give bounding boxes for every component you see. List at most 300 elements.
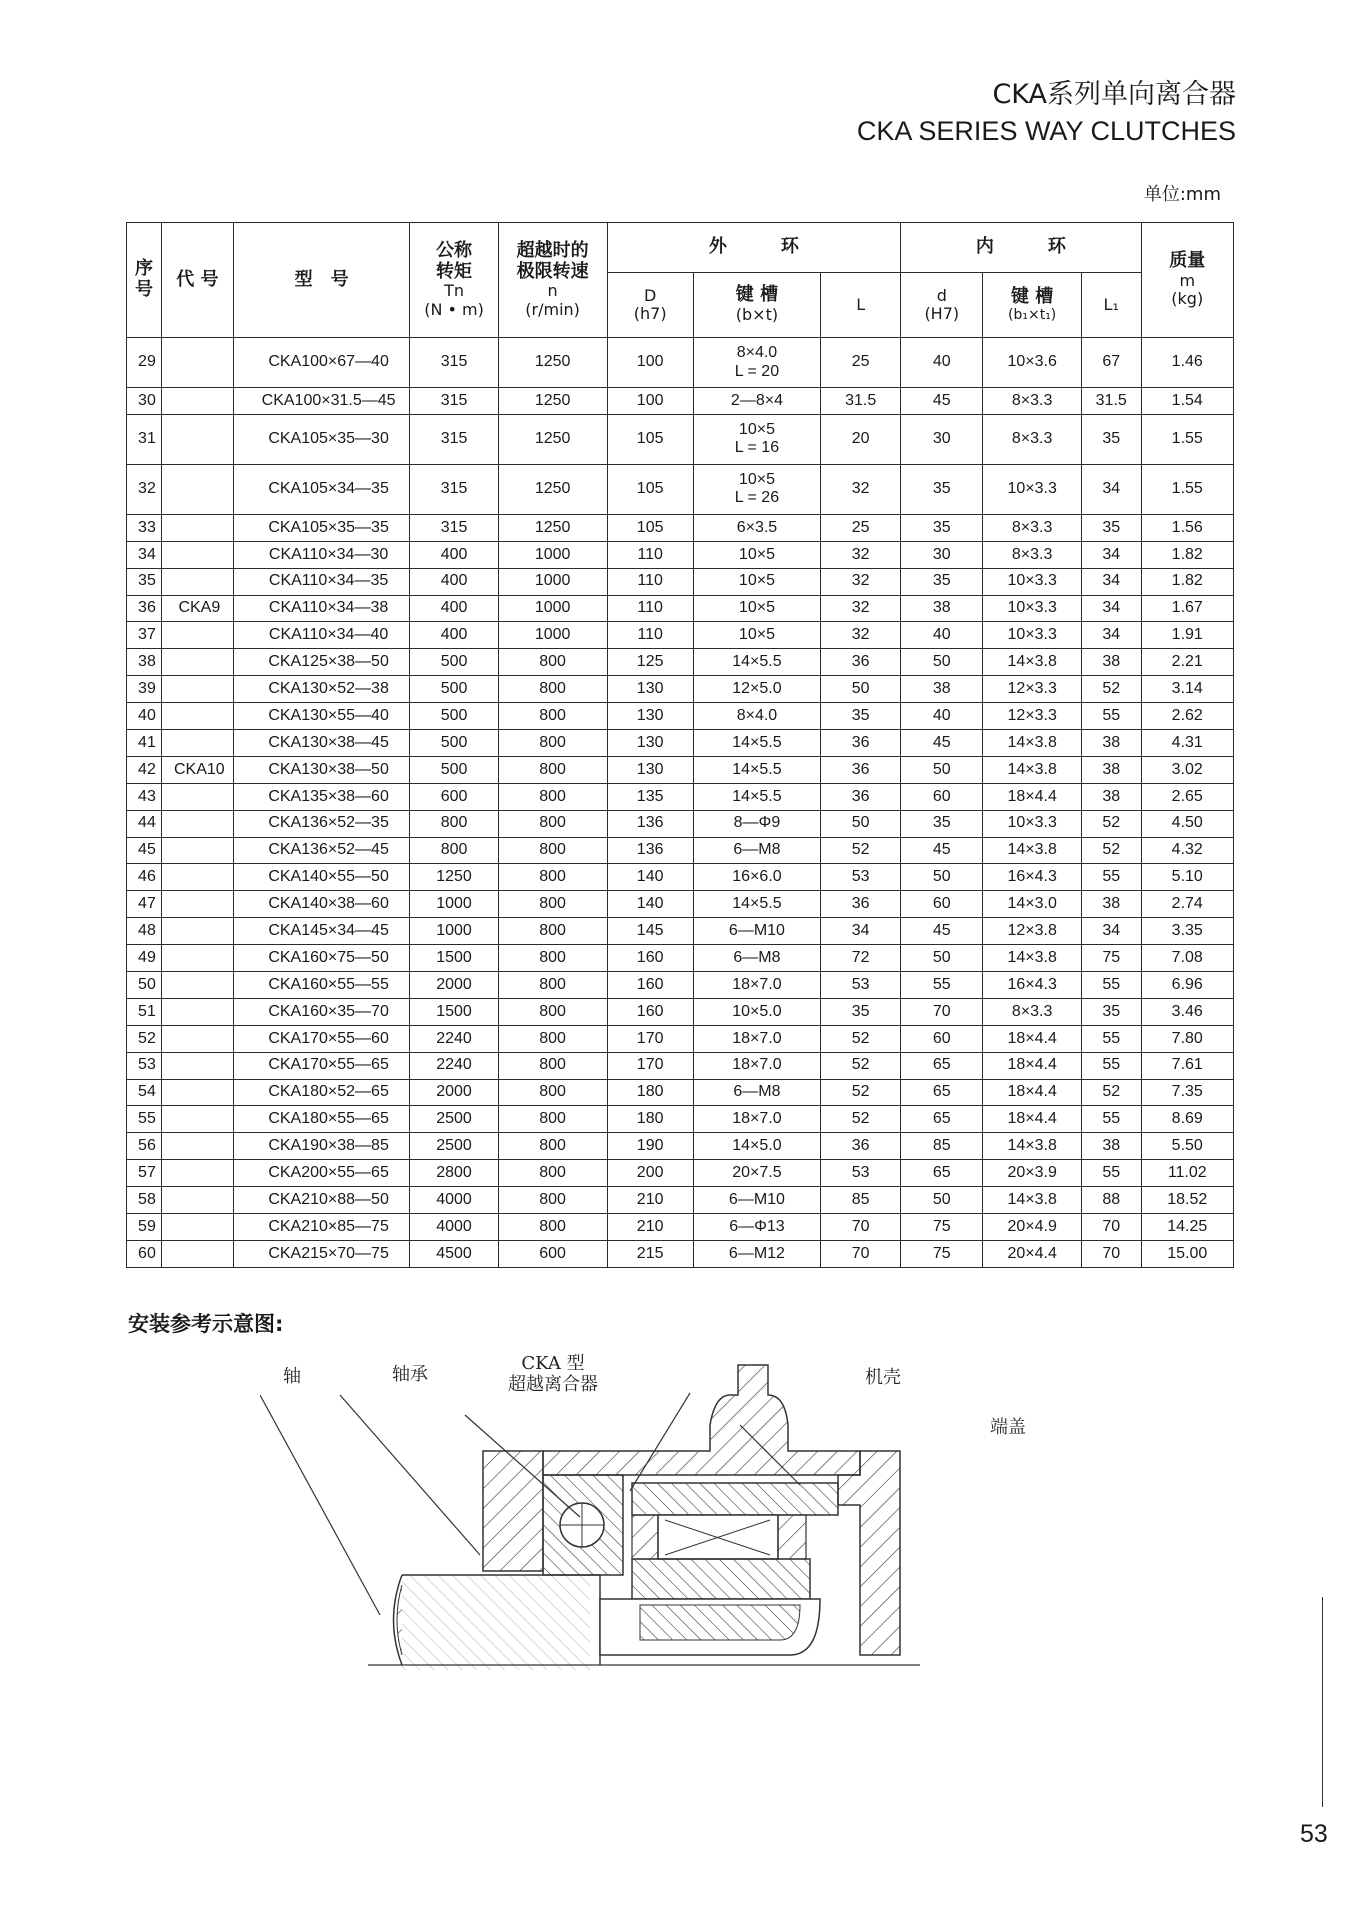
cell-inner-keyway: 14×3.8 (983, 756, 1082, 783)
cell-mass: 7.61 (1141, 1052, 1234, 1079)
cell-code (161, 414, 233, 464)
table-row (127, 972, 1234, 999)
cell-inner-keyway: 20×3.9 (983, 1160, 1082, 1187)
cell-code (161, 1079, 233, 1106)
table-row (127, 568, 1234, 595)
cell-code (161, 1106, 233, 1133)
cell-model: CKA160×35—70 (233, 998, 410, 1025)
cell-outer-d: 130 (607, 756, 693, 783)
cell-inner-d: 50 (901, 649, 983, 676)
cell-code (161, 1187, 233, 1214)
table-row (127, 837, 1234, 864)
table-row (127, 1133, 1234, 1160)
cell-inner-keyway: 10×3.6 (983, 338, 1082, 388)
cell-outer-d: 170 (607, 1025, 693, 1052)
cell-outer-keyway: 8—Φ9 (693, 810, 820, 837)
cell-code (161, 541, 233, 568)
cell-outer-d: 160 (607, 945, 693, 972)
cell-mass: 1.55 (1141, 464, 1234, 514)
cell-inner-l1: 70 (1081, 1214, 1141, 1241)
cell-inner-keyway: 10×3.3 (983, 810, 1082, 837)
cell-outer-keyway: 18×7.0 (693, 1025, 820, 1052)
cell-speed: 1000 (498, 622, 607, 649)
cell-speed: 800 (498, 756, 607, 783)
cell-outer-l: 35 (821, 998, 901, 1025)
cell-seq: 51 (127, 998, 162, 1025)
cell-mass: 1.46 (1141, 338, 1234, 388)
cell-torque: 4000 (410, 1214, 498, 1241)
cell-code: CKA10 (161, 756, 233, 783)
cell-mass: 2.74 (1141, 891, 1234, 918)
cell-torque: 500 (410, 756, 498, 783)
cell-speed: 800 (498, 810, 607, 837)
table-row (127, 1052, 1234, 1079)
cell-inner-d: 40 (901, 703, 983, 730)
cell-mass: 5.10 (1141, 864, 1234, 891)
cell-inner-keyway: 18×4.4 (983, 1106, 1082, 1133)
cell-seq: 33 (127, 514, 162, 541)
cell-mass: 7.35 (1141, 1079, 1234, 1106)
cell-code (161, 1025, 233, 1052)
cell-inner-l1: 52 (1081, 676, 1141, 703)
cell-code (161, 945, 233, 972)
cell-outer-l: 36 (821, 649, 901, 676)
cell-inner-keyway: 12×3.3 (983, 703, 1082, 730)
cell-inner-keyway: 16×4.3 (983, 972, 1082, 999)
cell-seq: 42 (127, 756, 162, 783)
cell-torque: 315 (410, 414, 498, 464)
cell-inner-keyway: 8×3.3 (983, 414, 1082, 464)
cell-model: CKA136×52—45 (233, 837, 410, 864)
cell-outer-keyway: 10×5 (693, 595, 820, 622)
cell-mass: 3.02 (1141, 756, 1234, 783)
header-speed: 超越时的极限转速 n (r/min) (498, 223, 607, 338)
cell-torque: 315 (410, 464, 498, 514)
cell-torque: 2000 (410, 1079, 498, 1106)
cell-model: CKA136×52—35 (233, 810, 410, 837)
cell-outer-d: 170 (607, 1052, 693, 1079)
cell-torque: 2500 (410, 1106, 498, 1133)
cell-code (161, 1214, 233, 1241)
cell-seq: 58 (127, 1187, 162, 1214)
cell-inner-l1: 52 (1081, 837, 1141, 864)
cell-mass: 2.21 (1141, 649, 1234, 676)
cell-speed: 800 (498, 649, 607, 676)
cell-inner-keyway: 12×3.3 (983, 676, 1082, 703)
cell-outer-keyway: 10×5.0 (693, 998, 820, 1025)
spec-table (126, 222, 1234, 1268)
cell-model: CKA105×34—35 (233, 464, 410, 514)
cell-outer-l: 50 (821, 676, 901, 703)
cell-inner-d: 65 (901, 1079, 983, 1106)
cell-torque: 1250 (410, 864, 498, 891)
cell-inner-keyway: 14×3.8 (983, 1133, 1082, 1160)
cell-outer-l: 53 (821, 864, 901, 891)
cell-code: CKA9 (161, 595, 233, 622)
cell-seq: 52 (127, 1025, 162, 1052)
label-housing: 机壳 (865, 1367, 901, 1388)
cell-inner-d: 65 (901, 1052, 983, 1079)
cell-speed: 800 (498, 1187, 607, 1214)
cell-code (161, 918, 233, 945)
cell-code (161, 676, 233, 703)
cell-outer-l: 32 (821, 541, 901, 568)
table-row (127, 730, 1234, 757)
cell-outer-d: 100 (607, 388, 693, 415)
cell-outer-keyway: 10×5 (693, 541, 820, 568)
cell-inner-d: 50 (901, 756, 983, 783)
table-row (127, 1240, 1234, 1267)
cell-outer-keyway: 14×5.5 (693, 730, 820, 757)
cell-speed: 800 (498, 918, 607, 945)
cell-outer-l: 52 (821, 1052, 901, 1079)
cell-inner-d: 65 (901, 1106, 983, 1133)
cell-inner-d: 40 (901, 622, 983, 649)
cell-model: CKA110×34—38 (233, 595, 410, 622)
header-D: D (h7) (607, 273, 693, 338)
cell-outer-l: 35 (821, 703, 901, 730)
cell-seq: 49 (127, 945, 162, 972)
cell-outer-l: 53 (821, 1160, 901, 1187)
cell-outer-keyway: 6—M12 (693, 1240, 820, 1267)
cell-model: CKA130×55—40 (233, 703, 410, 730)
cell-model: CKA140×55—50 (233, 864, 410, 891)
cell-outer-l: 70 (821, 1240, 901, 1267)
table-row (127, 338, 1234, 388)
cell-code (161, 649, 233, 676)
cell-outer-keyway: 6—M10 (693, 918, 820, 945)
cell-outer-keyway: 18×7.0 (693, 1052, 820, 1079)
cell-mass: 3.14 (1141, 676, 1234, 703)
cell-mass: 1.54 (1141, 388, 1234, 415)
label-clutch-line1: CKA 型 (521, 1353, 585, 1374)
header-torque: 公称转矩 Tn (N • m) (410, 223, 498, 338)
cell-outer-l: 52 (821, 1106, 901, 1133)
cell-outer-keyway: 6—M8 (693, 837, 820, 864)
cell-seq: 40 (127, 703, 162, 730)
cell-inner-keyway: 8×3.3 (983, 541, 1082, 568)
cell-torque: 315 (410, 338, 498, 388)
cell-code (161, 783, 233, 810)
table-row (127, 676, 1234, 703)
table-row (127, 622, 1234, 649)
cell-model: CKA170×55—60 (233, 1025, 410, 1052)
cell-model: CKA125×38—50 (233, 649, 410, 676)
label-clutch-line2: 超越离合器 (508, 1373, 598, 1395)
cell-mass: 1.56 (1141, 514, 1234, 541)
cell-seq: 54 (127, 1079, 162, 1106)
cell-outer-keyway: 16×6.0 (693, 864, 820, 891)
cell-inner-d: 75 (901, 1240, 983, 1267)
cell-speed: 800 (498, 864, 607, 891)
cell-torque: 1500 (410, 998, 498, 1025)
cell-outer-d: 190 (607, 1133, 693, 1160)
cell-model: CKA110×34—40 (233, 622, 410, 649)
table-row (127, 810, 1234, 837)
cell-inner-l1: 55 (1081, 703, 1141, 730)
cell-speed: 800 (498, 703, 607, 730)
cell-outer-keyway: 10×5 L = 16 (693, 414, 820, 464)
table-row (127, 1160, 1234, 1187)
header-seq: 序号 (127, 223, 162, 338)
cell-outer-d: 200 (607, 1160, 693, 1187)
cell-inner-keyway: 18×4.4 (983, 1079, 1082, 1106)
cell-inner-keyway: 10×3.3 (983, 595, 1082, 622)
cell-model: CKA160×75—50 (233, 945, 410, 972)
header-d: d (H7) (901, 273, 983, 338)
cell-inner-d: 38 (901, 595, 983, 622)
cell-model: CKA215×70—75 (233, 1240, 410, 1267)
cell-outer-l: 36 (821, 730, 901, 757)
cell-inner-d: 40 (901, 338, 983, 388)
cell-outer-d: 145 (607, 918, 693, 945)
cell-inner-l1: 34 (1081, 568, 1141, 595)
cell-seq: 31 (127, 414, 162, 464)
cell-outer-l: 36 (821, 756, 901, 783)
cell-inner-l1: 38 (1081, 891, 1141, 918)
cell-speed: 800 (498, 998, 607, 1025)
cell-seq: 59 (127, 1214, 162, 1241)
cell-inner-d: 30 (901, 414, 983, 464)
cell-speed: 800 (498, 1160, 607, 1187)
table-row (127, 756, 1234, 783)
cell-speed: 1250 (498, 464, 607, 514)
cell-torque: 600 (410, 783, 498, 810)
table-row (127, 891, 1234, 918)
cell-model: CKA145×34—45 (233, 918, 410, 945)
cell-torque: 800 (410, 837, 498, 864)
cell-outer-keyway: 6—M10 (693, 1187, 820, 1214)
cell-mass: 5.50 (1141, 1133, 1234, 1160)
cell-outer-l: 36 (821, 1133, 901, 1160)
unit-label: 单位:mm (1143, 184, 1221, 205)
table-row (127, 1187, 1234, 1214)
cell-speed: 800 (498, 730, 607, 757)
label-end-cover: 端盖 (990, 1417, 1026, 1438)
cell-code (161, 622, 233, 649)
cell-seq: 56 (127, 1133, 162, 1160)
cell-outer-l: 52 (821, 837, 901, 864)
cell-mass: 1.82 (1141, 541, 1234, 568)
cell-mass: 11.02 (1141, 1160, 1234, 1187)
cell-mass: 3.35 (1141, 918, 1234, 945)
cell-mass: 8.69 (1141, 1106, 1234, 1133)
cell-torque: 2240 (410, 1052, 498, 1079)
cell-outer-d: 100 (607, 338, 693, 388)
cell-mass: 7.08 (1141, 945, 1234, 972)
cell-torque: 4500 (410, 1240, 498, 1267)
cell-inner-d: 35 (901, 464, 983, 514)
cell-outer-keyway: 14×5.5 (693, 649, 820, 676)
cell-inner-d: 65 (901, 1160, 983, 1187)
cell-outer-keyway: 14×5.5 (693, 891, 820, 918)
table-row (127, 1079, 1234, 1106)
cell-seq: 47 (127, 891, 162, 918)
cell-inner-l1: 35 (1081, 998, 1141, 1025)
cell-inner-d: 35 (901, 514, 983, 541)
cell-outer-keyway: 12×5.0 (693, 676, 820, 703)
cell-outer-l: 31.5 (821, 388, 901, 415)
cell-outer-l: 25 (821, 338, 901, 388)
cell-seq: 57 (127, 1160, 162, 1187)
cell-inner-l1: 34 (1081, 918, 1141, 945)
cell-inner-l1: 34 (1081, 541, 1141, 568)
page-number: 53 (1300, 1820, 1328, 1848)
cell-outer-keyway: 2—8×4 (693, 388, 820, 415)
header-code: 代 号 (161, 223, 233, 338)
cell-seq: 60 (127, 1240, 162, 1267)
cell-outer-keyway: 18×7.0 (693, 1106, 820, 1133)
cell-outer-keyway: 6×3.5 (693, 514, 820, 541)
cell-seq: 55 (127, 1106, 162, 1133)
cell-model: CKA105×35—30 (233, 414, 410, 464)
cell-code (161, 703, 233, 730)
cell-speed: 1250 (498, 388, 607, 415)
header-mass: 质量 m (kg) (1141, 223, 1234, 338)
cell-inner-d: 70 (901, 998, 983, 1025)
cell-speed: 800 (498, 1106, 607, 1133)
cell-inner-d: 85 (901, 1133, 983, 1160)
cell-mass: 2.62 (1141, 703, 1234, 730)
cell-inner-d: 60 (901, 891, 983, 918)
cell-model: CKA170×55—65 (233, 1052, 410, 1079)
cell-outer-d: 135 (607, 783, 693, 810)
cell-outer-l: 52 (821, 1025, 901, 1052)
header-outer-keyway: 键 槽 (b×t) (693, 273, 820, 338)
cell-inner-d: 50 (901, 1187, 983, 1214)
cell-inner-d: 35 (901, 810, 983, 837)
cell-mass: 1.55 (1141, 414, 1234, 464)
cell-inner-l1: 35 (1081, 514, 1141, 541)
cell-inner-l1: 38 (1081, 756, 1141, 783)
cell-outer-d: 215 (607, 1240, 693, 1267)
cell-inner-keyway: 14×3.8 (983, 649, 1082, 676)
cell-speed: 1000 (498, 541, 607, 568)
cell-mass: 1.91 (1141, 622, 1234, 649)
cell-seq: 44 (127, 810, 162, 837)
table-row (127, 541, 1234, 568)
cell-outer-d: 110 (607, 622, 693, 649)
cell-outer-keyway: 6—M8 (693, 945, 820, 972)
cell-outer-keyway: 10×5 L = 26 (693, 464, 820, 514)
cell-mass: 6.96 (1141, 972, 1234, 999)
cell-speed: 1250 (498, 414, 607, 464)
cell-inner-l1: 52 (1081, 1079, 1141, 1106)
cell-model: CKA130×38—50 (233, 756, 410, 783)
cell-seq: 46 (127, 864, 162, 891)
cell-outer-l: 52 (821, 1079, 901, 1106)
cell-outer-keyway: 18×7.0 (693, 972, 820, 999)
cell-outer-d: 180 (607, 1079, 693, 1106)
cell-outer-d: 136 (607, 837, 693, 864)
cell-inner-keyway: 14×3.8 (983, 945, 1082, 972)
cell-outer-d: 160 (607, 998, 693, 1025)
cell-torque: 400 (410, 595, 498, 622)
cell-inner-l1: 75 (1081, 945, 1141, 972)
cell-inner-l1: 70 (1081, 1240, 1141, 1267)
title-cn: CKA系列单向离合器 (992, 79, 1236, 110)
cell-outer-l: 53 (821, 972, 901, 999)
cell-model: CKA100×67—40 (233, 338, 410, 388)
cell-torque: 2240 (410, 1025, 498, 1052)
cell-speed: 1250 (498, 514, 607, 541)
cell-model: CKA210×88—50 (233, 1187, 410, 1214)
cell-inner-keyway: 18×4.4 (983, 1025, 1082, 1052)
cell-inner-keyway: 10×3.3 (983, 464, 1082, 514)
cell-inner-l1: 67 (1081, 338, 1141, 388)
table-row (127, 945, 1234, 972)
cell-mass: 1.82 (1141, 568, 1234, 595)
table-row (127, 414, 1234, 464)
cell-inner-d: 60 (901, 1025, 983, 1052)
table-row (127, 388, 1234, 415)
cell-torque: 1500 (410, 945, 498, 972)
cell-torque: 2500 (410, 1133, 498, 1160)
cell-mass: 4.50 (1141, 810, 1234, 837)
table-row (127, 864, 1234, 891)
cell-inner-l1: 55 (1081, 1160, 1141, 1187)
cell-model: CKA105×35—35 (233, 514, 410, 541)
cell-outer-l: 85 (821, 1187, 901, 1214)
cell-outer-l: 50 (821, 810, 901, 837)
cell-inner-d: 55 (901, 972, 983, 999)
cell-speed: 1000 (498, 595, 607, 622)
cell-outer-keyway: 14×5.5 (693, 783, 820, 810)
cell-inner-l1: 31.5 (1081, 388, 1141, 415)
cell-seq: 43 (127, 783, 162, 810)
cell-outer-d: 140 (607, 864, 693, 891)
cell-seq: 36 (127, 595, 162, 622)
cell-inner-l1: 34 (1081, 595, 1141, 622)
cell-inner-l1: 38 (1081, 783, 1141, 810)
cell-seq: 48 (127, 918, 162, 945)
cell-model: CKA190×38—85 (233, 1133, 410, 1160)
cell-inner-keyway: 14×3.8 (983, 837, 1082, 864)
cell-seq: 30 (127, 388, 162, 415)
header-inner-keyway: 键 槽 (b₁×t₁) (983, 273, 1082, 338)
cell-inner-keyway: 10×3.3 (983, 622, 1082, 649)
cell-speed: 1250 (498, 338, 607, 388)
cell-outer-keyway: 10×5 (693, 622, 820, 649)
cell-inner-d: 45 (901, 918, 983, 945)
cell-torque: 315 (410, 514, 498, 541)
cell-mass: 15.00 (1141, 1240, 1234, 1267)
cell-speed: 800 (498, 837, 607, 864)
cell-inner-d: 60 (901, 783, 983, 810)
cell-inner-d: 75 (901, 1214, 983, 1241)
cell-code (161, 972, 233, 999)
cell-model: CKA160×55—55 (233, 972, 410, 999)
cell-code (161, 464, 233, 514)
table-row (127, 595, 1234, 622)
cell-inner-l1: 55 (1081, 864, 1141, 891)
table-row (127, 464, 1234, 514)
cell-outer-d: 105 (607, 514, 693, 541)
label-shaft: 轴 (283, 1366, 301, 1387)
cell-inner-l1: 52 (1081, 810, 1141, 837)
cell-inner-d: 45 (901, 388, 983, 415)
cell-speed: 800 (498, 1025, 607, 1052)
cell-mass: 1.67 (1141, 595, 1234, 622)
cell-seq: 45 (127, 837, 162, 864)
cell-inner-l1: 34 (1081, 464, 1141, 514)
cell-code (161, 568, 233, 595)
cell-outer-d: 130 (607, 676, 693, 703)
cell-inner-d: 50 (901, 945, 983, 972)
cell-outer-keyway: 14×5.0 (693, 1133, 820, 1160)
cell-mass: 2.65 (1141, 783, 1234, 810)
cell-mass: 14.25 (1141, 1214, 1234, 1241)
